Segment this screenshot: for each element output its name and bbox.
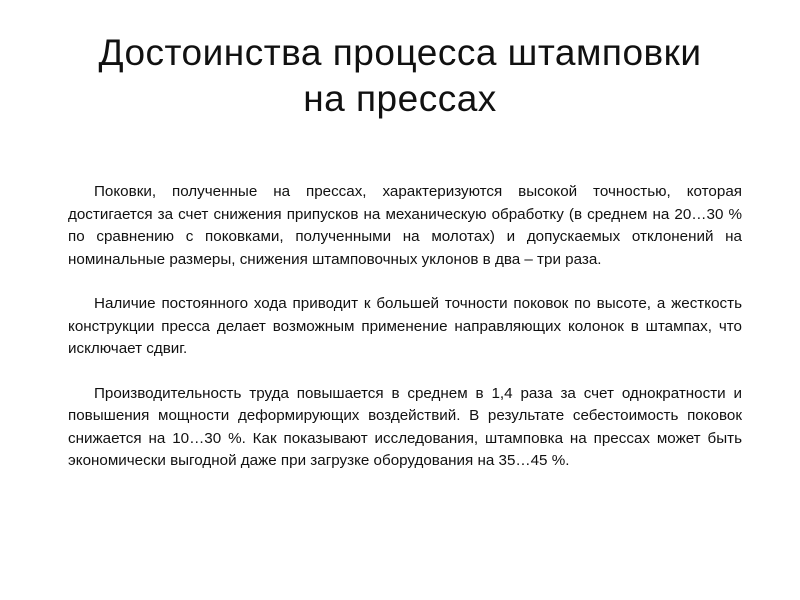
slide-title xyxy=(40,30,760,122)
slide-title-line-1: Достоинства процесса штамповки xyxy=(98,32,702,73)
paragraph-constant-stroke: Наличие постоянного хода приводит к большей точности поковок по высоте, а жесткость конструкции пресса делает возможным применение направляющих колонок в штампах, что исключает сдвиг. xyxy=(68,295,742,357)
slide-title-line-2: на прессах xyxy=(303,78,497,119)
slide-body xyxy=(68,181,742,495)
paragraph-accuracy: Поковки, полученные на прессах, характеризуются высокой точностью, которая достигается за счет снижения припусков на механическую обработку (в среднем на 20…30 % по сравнению с поковками, полученными на молотах) и допускаемых отклонений на номинальные размеры, снижения штамповочных уклонов в два – три раза. xyxy=(68,183,742,268)
paragraph-productivity: Производительность труда повышается в среднем в 1,4 раза за счет однократности и повышения мощности деформирующих воздействий. В результате себестоимость поковок снижается на 10…30 %. Как показывают исследования, штамповка на прессах может быть экономически выгодной даже при загрузке оборудования на 35…45 %. xyxy=(68,384,742,469)
